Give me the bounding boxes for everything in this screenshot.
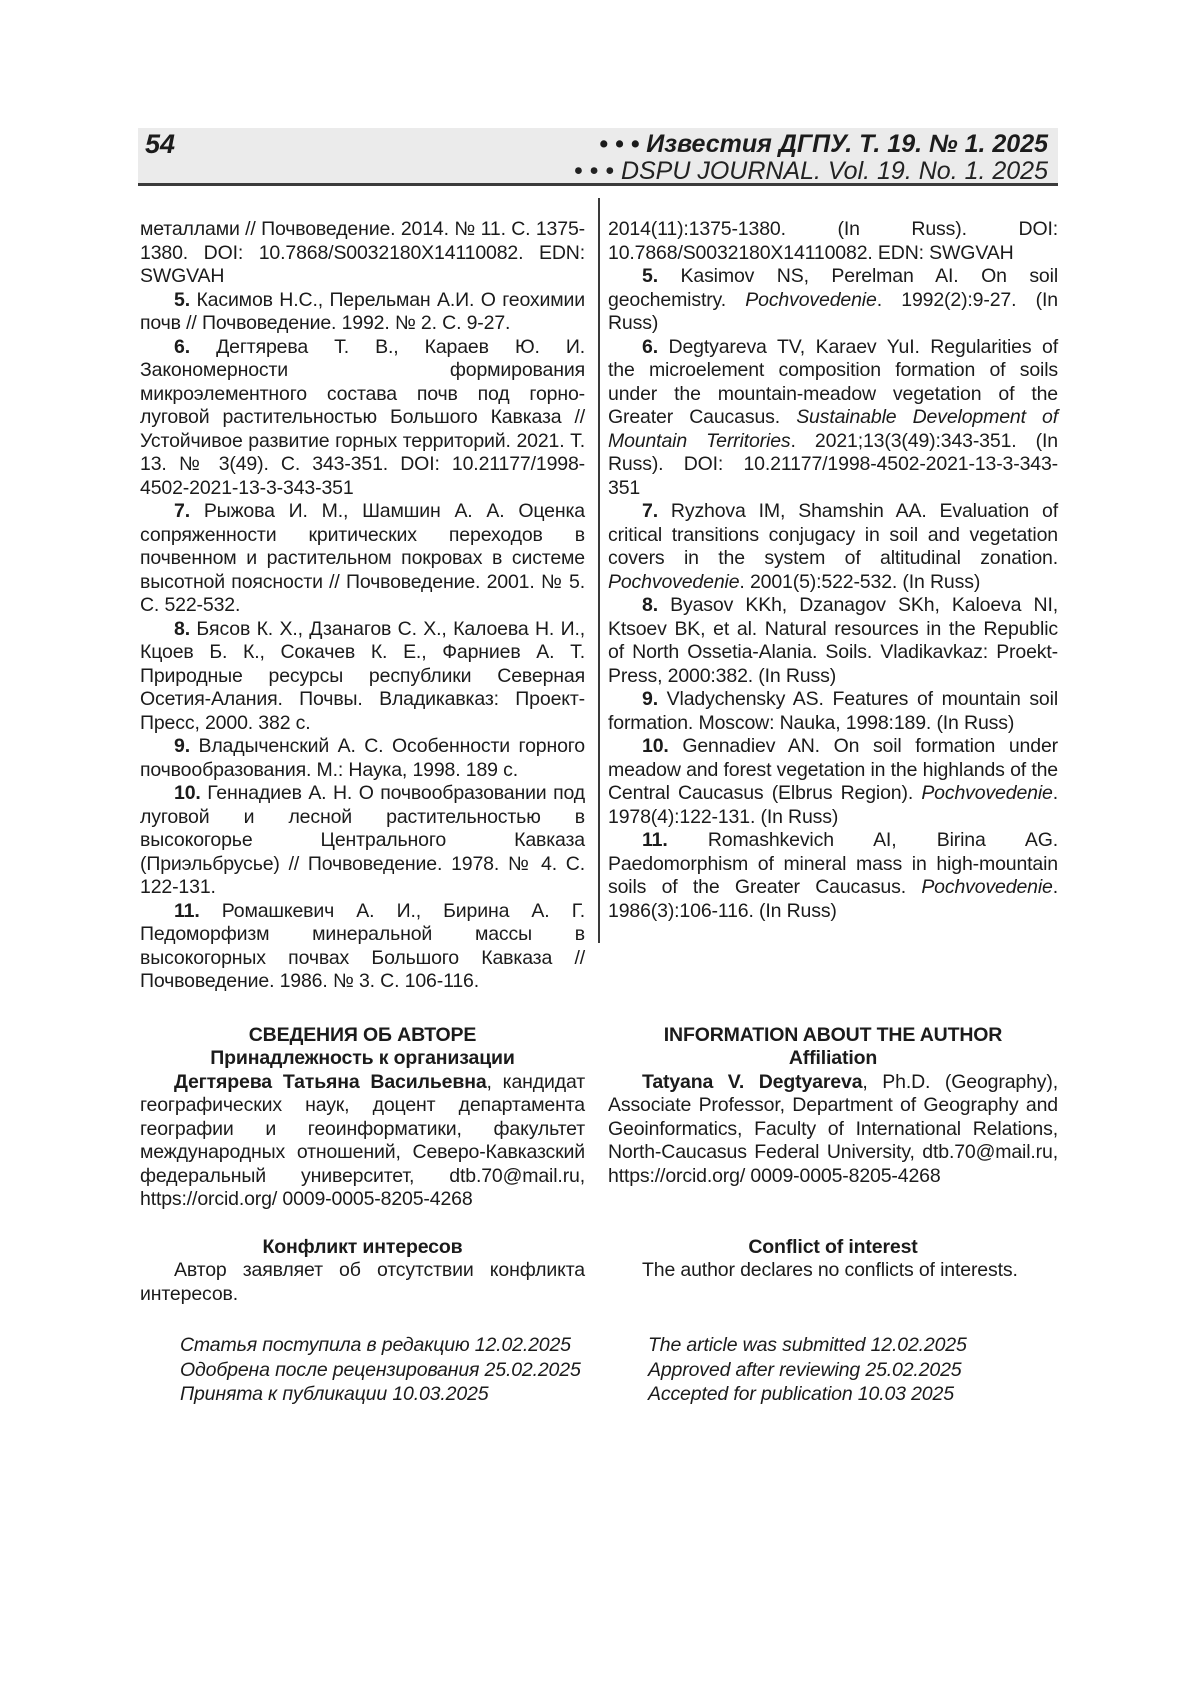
reference-item-russian: [140, 289, 585, 336]
reference-item-russian: [140, 618, 585, 736]
bold-text: 10.: [174, 782, 208, 804]
reference-item-english: [608, 594, 1058, 688]
author-info-heading-russian: СВЕДЕНИЯ ОБ АВТОРЕ: [248, 1023, 477, 1046]
author-info-section-russian: [140, 1024, 585, 1212]
plain-text: . 2021;13(3(49):343-351. (In Russ). DOI: 10.21177/1998-4502-2021-13-3-343-351: [608, 429, 1058, 499]
conflict-paragraph-russian: [140, 1259, 585, 1306]
plain-text: . 1992(2):9-27. (In Russ): [608, 288, 1058, 334]
page-number: 54: [145, 129, 176, 159]
plain-text: Дегтярева Т. В., Караев Ю. И. Закономерности формирования микроэлементного состава почв под горно-луговой растительностью Большого Кавказа // Устойчивое развитие горных территорий. 2021. Т. 13. № 3(49). С. 343-351. DOI: 10.21177/1998-4502-2021-13-3-343-351: [140, 335, 585, 499]
conflict-section-russian: [140, 1236, 585, 1307]
bold-text: Дегтярева Татьяна Васильевна: [174, 1070, 487, 1093]
plain-text: Владыченский А. С. Особенности горного почвообразования. М.: Наука, 1998. 189 с.: [140, 735, 586, 781]
bold-text: Tatyana V. Degtyareva: [642, 1070, 863, 1093]
conflict-section-english: [608, 1236, 1058, 1307]
page-header: [138, 128, 1058, 186]
references-list-russian: [140, 218, 585, 994]
italic-text: Pochvovedenie: [921, 782, 1053, 804]
italic-text: Pochvovedenie: [745, 288, 877, 311]
reference-item-russian: [140, 336, 585, 501]
bold-text: 8.: [642, 594, 671, 616]
conflict-heading-russian: Конфликт интересов: [262, 1235, 463, 1258]
plain-text: Рыжова И. М., Шамшин А. А. Оценка сопряженности критических переходов в почвенном и растительном покровах в системе высотной поясности // Почвоведение. 2001. № 5. С. 522-532.: [140, 500, 586, 616]
plain-text: Romashkevich AI, Birina AG. Paedomorphism of mineral mass in high-mountain soils of the Greater Caucasus.: [608, 829, 1058, 898]
bold-text: 9.: [174, 735, 199, 757]
bold-text: 9.: [642, 688, 667, 710]
conflict-paragraph-english: [608, 1259, 1058, 1283]
reference-item-english: [608, 735, 1058, 829]
plain-text: . 1978(4):122-131. (In Russ): [608, 782, 1058, 828]
plain-text: Byasov KKh, Dzanagov SKh, Kaloeva NI, Ktsoev BK, et al. Natural resources in the Republic of North Ossetia-Alania. Soils. Vladikavkaz: Proekt-Press, 2000:382. (In Russ): [608, 594, 1058, 687]
bold-text: 7.: [174, 500, 204, 522]
plain-text: , кандидат географических наук, доцент департамента географии и геоинформатики, факультет международных отношений, Северо-Кавказский федеральный университет, dtb.70@mail.ru, https://orcid.org/ 0009-0005-8205-4268: [140, 1070, 585, 1210]
reference-item-english: [608, 218, 1058, 265]
plain-text: Gennadiev AN. On soil formation under meadow and forest vegetation in the highlands of the Central Caucasus (Elbrus Region).: [608, 735, 1058, 804]
affiliation-heading-english: Affiliation: [788, 1047, 878, 1069]
plain-text: металлами // Почвоведение. 2014. № 11. С. 1375-1380. DOI: 10.7868/S0032180X14110082. EDN: SWGVAH: [140, 218, 585, 287]
reference-item-russian: [140, 500, 585, 618]
page-body: [140, 218, 1058, 1407]
reference-item-english: [608, 688, 1058, 735]
italic-text: Pochvovedenie: [608, 570, 740, 593]
plain-text: Vladychensky AS. Features of mountain soil formation. Moscow: Nauka, 1998:189. (In Russ): [608, 688, 1058, 734]
bold-text: 11.: [642, 829, 708, 851]
plain-text: . 1986(3):106-116. (In Russ): [608, 876, 1058, 922]
date-line-russian: Принята к публикации 10.03.2025: [180, 1383, 489, 1405]
plain-text: Бясов К. Х., Дзанагов С. Х., Калоева Н. И., Кцоев Б. К., Сокачев К. Е., Фарниев А. Т. Природные ресурсы республики Северная Осетия-Алания. Почвы. Владикавказ: Проект-Пресс, 2000. 382 с.: [140, 617, 585, 734]
bold-text: 5.: [174, 288, 197, 311]
running-head: [145, 131, 1048, 185]
article-dates-russian: [140, 1333, 585, 1407]
plain-text: Ryzhova IM, Shamshin AA. Evaluation of critical transitions conjugacy in soil and vegetation covers in the system of altitudinal zonation.: [608, 500, 1058, 569]
references-list-english: [608, 218, 1058, 994]
bold-text: 6.: [642, 335, 669, 358]
journal-title-russian: • • • Известия ДГПУ. Т. 19. № 1. 2025: [599, 130, 1048, 158]
plain-text: 2014(11):1375-1380. (In Russ). DOI: 10.7868/S0032180X14110082. EDN: SWGVAH: [608, 218, 1058, 264]
bold-text: 5.: [642, 265, 681, 287]
plain-text: . 2001(5):522-532. (In Russ): [739, 570, 981, 593]
plain-text: The author declares no conflicts of interests.: [642, 1259, 1018, 1281]
affiliation-paragraph-english: [608, 1071, 1058, 1189]
bold-text: 6.: [174, 335, 217, 358]
reference-item-russian: [140, 782, 585, 900]
reference-item-english: [608, 265, 1058, 336]
bold-text: 11.: [174, 899, 222, 922]
date-line-russian: Одобрена после рецензирования 25.02.2025: [180, 1358, 581, 1381]
bold-text: 7.: [642, 500, 671, 522]
reference-item-russian: [140, 735, 585, 782]
italic-text: Sustainable Development of Mountain Territories: [608, 406, 1058, 452]
plain-text: , Ph.D. (Geography), Associate Professor, Department of Geography and Geoinformatics, Faculty of International Relations, North-Caucasus Federal University, dtb.70@mail.ru, https://orcid.org/ 0009-0005-8205-4268: [608, 1070, 1058, 1187]
plain-text: Degtyareva TV, Karaev YuI. Regularities of the microelement composition formation of soils under the mountain-meadow vegetation of the Greater Caucasus.: [608, 335, 1058, 428]
date-line-english: The article was submitted 12.02.2025: [648, 1334, 967, 1356]
plain-text: Kasimov NS, Perelman AI. On soil geochemistry.: [608, 265, 1058, 311]
journal-title-english: • • • DSPU JOURNAL. Vol. 19. No. 1. 2025: [573, 157, 1048, 185]
author-info-section-english: [608, 1024, 1058, 1212]
article-dates-english: [608, 1333, 1058, 1407]
plain-text: Автор заявляет об отсутствии конфликта интересов.: [140, 1259, 585, 1305]
bold-text: 10.: [642, 735, 683, 757]
affiliation-paragraph-russian: [140, 1071, 585, 1212]
date-line-english: Accepted for publication 10.03 2025: [648, 1383, 954, 1405]
reference-item-english: [608, 829, 1058, 923]
conflict-heading-english: Conflict of interest: [748, 1235, 918, 1258]
plain-text: Геннадиев А. Н. О почвообразовании под луговой и лесной растительностью в высокогорье Центрального Кавказа (Приэльбрусье) // Почвоведение. 1978. № 4. С. 122-131.: [140, 782, 585, 898]
author-info-heading-english: INFORMATION ABOUT THE AUTHOR: [663, 1023, 1003, 1046]
plain-text: Касимов Н.С., Перельман А.И. О геохимии почв // Почвоведение. 1992. № 2. С. 9-27.: [140, 288, 586, 334]
date-line-english: Approved after reviewing 25.02.2025: [648, 1358, 962, 1381]
italic-text: Pochvovedenie: [921, 876, 1053, 898]
date-line-russian: Статья поступила в редакцию 12.02.2025: [180, 1334, 571, 1356]
plain-text: Ромашкевич А. И., Бирина А. Г. Педоморфизм минеральной массы в высокогорных почвах Большого Кавказа // Почвоведение. 1986. № 3. С. 106-116.: [140, 899, 585, 992]
reference-item-russian: [140, 900, 585, 994]
reference-item-russian: [140, 218, 585, 289]
reference-item-english: [608, 500, 1058, 594]
column-divider-rule: [598, 198, 600, 943]
reference-item-english: [608, 336, 1058, 501]
affiliation-heading-russian: Принадлежность к организации: [210, 1047, 515, 1069]
bold-text: 8.: [174, 617, 197, 640]
